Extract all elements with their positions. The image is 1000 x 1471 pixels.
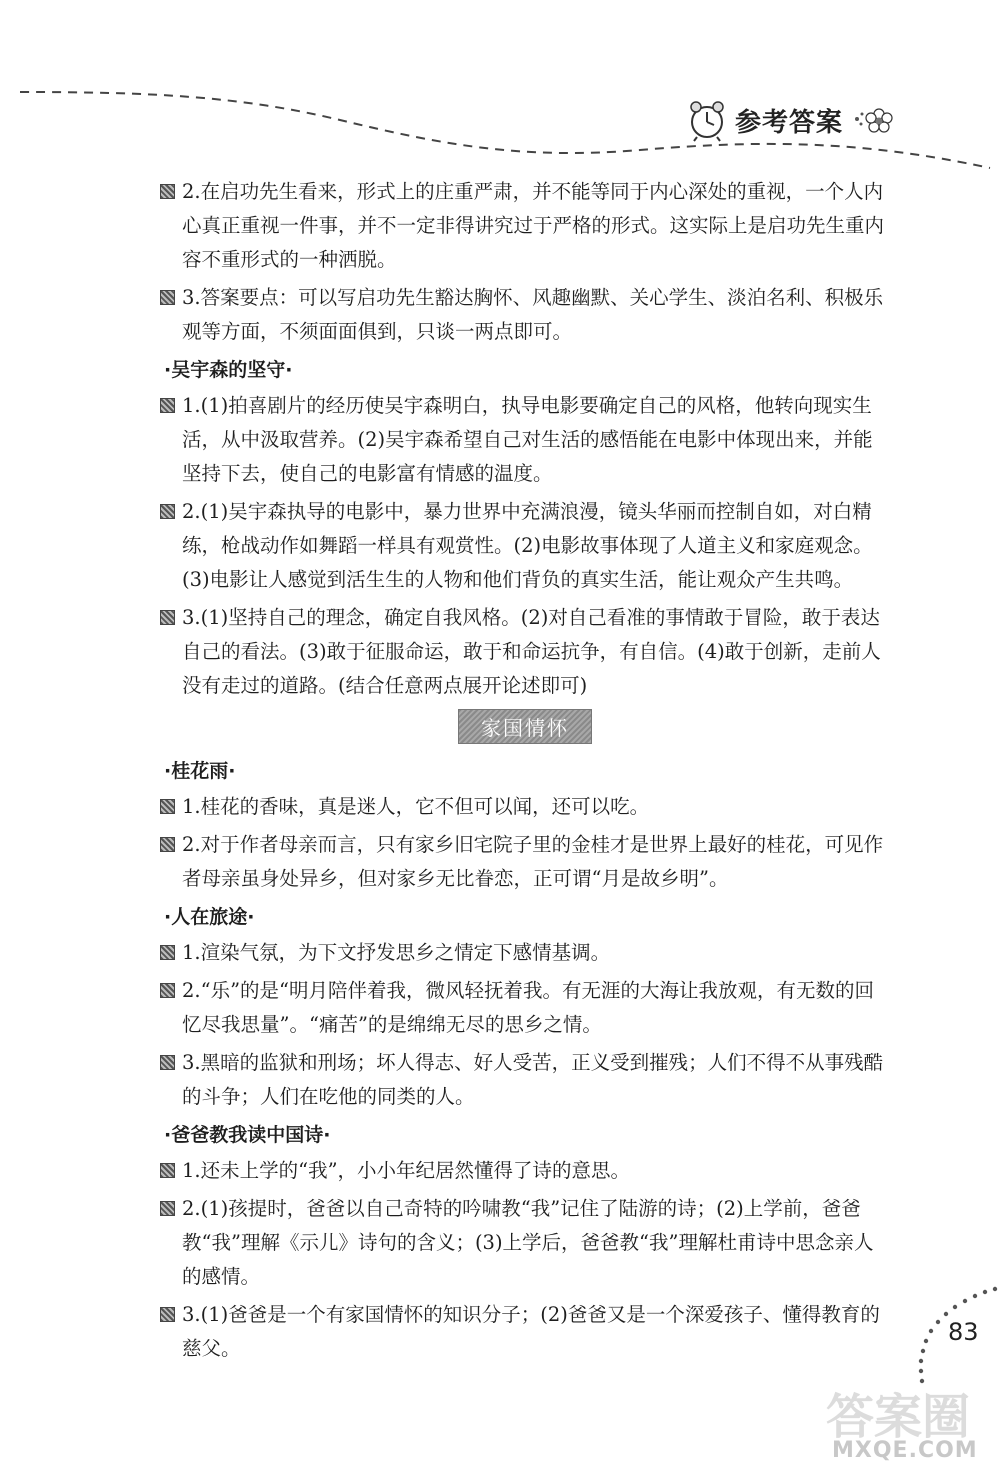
answer-item: 1.还未上学的“我”，小小年纪居然懂得了诗的意思。 <box>160 1154 890 1188</box>
answer-item: 2.对于作者母亲而言，只有家乡旧宅院子里的金桂才是世界上最好的桂花，可见作者母亲虽身处异乡，但对家乡无比眷恋，正可谓“月是故乡明”。 <box>160 828 890 896</box>
answer-mark-icon <box>160 398 175 413</box>
answer-mark-icon <box>160 1201 175 1216</box>
answer-mark-icon <box>160 610 175 625</box>
answer-mark-icon <box>160 290 175 305</box>
page-number: 83 <box>948 1318 979 1346</box>
header-title: 参考答案 <box>735 107 844 138</box>
section-title: ·爸爸教我读中国诗· <box>164 1124 331 1146</box>
section-banner: 家国情怀 <box>458 709 592 744</box>
section-title: ·人在旅途· <box>164 906 255 928</box>
section-title: ·吴宇森的坚守· <box>164 359 293 381</box>
watermark-logo: 答案圈 <box>826 1389 971 1445</box>
header-wave-decoration <box>0 0 1000 180</box>
answer-item: 2.(1)吴宇森执导的电影中，暴力世界中充满浪漫，镜头华丽而控制自如，对白精练，枪战动作如舞蹈一样具有观赏性。(2)电影故事体现了人道主义和家庭观念。(3)电影让人感觉到活生生的人物和他们背负的真实生活，能让观众产生共鸣。 <box>160 495 890 597</box>
answer-content <box>160 175 890 1370</box>
answer-item: 1.桂花的香味，真是迷人，它不但可以闻，还可以吃。 <box>160 790 890 824</box>
answer-item: 3.(1)爸爸是一个有家国情怀的知识分子；(2)爸爸又是一个深爱孩子、懂得教育的慈父。 <box>160 1298 890 1366</box>
answer-mark-icon <box>160 983 175 998</box>
answer-item: 1.渲染气氛，为下文抒发思乡之情定下感情基调。 <box>160 936 890 970</box>
answer-mark-icon <box>160 184 175 199</box>
answer-item: 3.(1)坚持自己的理念，确定自我风格。(2)对自己看准的事情敢于冒险，敢于表达自己的看法。(3)敢于征服命运，敢于和命运抗争，有自信。(4)敢于创新，走前人没有走过的道路。(结合任意两点展开论述即可) <box>160 601 890 703</box>
answer-mark-icon <box>160 799 175 814</box>
answer-mark-icon <box>160 504 175 519</box>
section-title: ·桂花雨· <box>164 760 236 782</box>
watermark-site: MXQE.COM <box>832 1438 978 1463</box>
answer-item: 3.黑暗的监狱和刑场；坏人得志、好人受苦，正义受到摧残；人们不得不从事残酷的斗争；人们在吃他的同类的人。 <box>160 1046 890 1114</box>
banner-wrap <box>160 709 890 744</box>
answer-mark-icon <box>160 837 175 852</box>
answer-mark-icon <box>160 945 175 960</box>
answer-mark-icon <box>160 1307 175 1322</box>
header-badge <box>685 98 895 142</box>
flower-icon <box>849 105 895 135</box>
answer-item: 3.答案要点：可以写启功先生豁达胸怀、风趣幽默、关心学生、淡泊名利、积极乐观等方面，不须面面俱到，只谈一两点即可。 <box>160 281 890 349</box>
answer-item: 2.在启功先生看来，形式上的庄重严肃，并不能等同于内心深处的重视，一个人内心真正重视一件事，并不一定非得讲究过于严格的形式。这实际上是启功先生重内容不重形式的一种洒脱。 <box>160 175 890 277</box>
answer-mark-icon <box>160 1055 175 1070</box>
answer-item: 2.“乐”的是“明月陪伴着我，微风轻抚着我。有无涯的大海让我放观，有无数的回忆尽我思量”。“痛苦”的是绵绵无尽的思乡之情。 <box>160 974 890 1042</box>
answer-mark-icon <box>160 1163 175 1178</box>
answer-item: 1.(1)拍喜剧片的经历使吴宇森明白，执导电影要确定自己的风格，他转向现实生活，从中汲取营养。(2)吴宇森希望自己对生活的感悟能在电影中体现出来，并能坚持下去，使自己的电影富有情感的温度。 <box>160 389 890 491</box>
answer-item: 2.(1)孩提时，爸爸以自己奇特的吟啸教“我”记住了陆游的诗；(2)上学前，爸爸教“我”理解《示儿》诗句的含义；(3)上学后，爸爸教“我”理解杜甫诗中思念亲人的感情。 <box>160 1192 890 1294</box>
alarm-clock-icon <box>685 98 729 142</box>
